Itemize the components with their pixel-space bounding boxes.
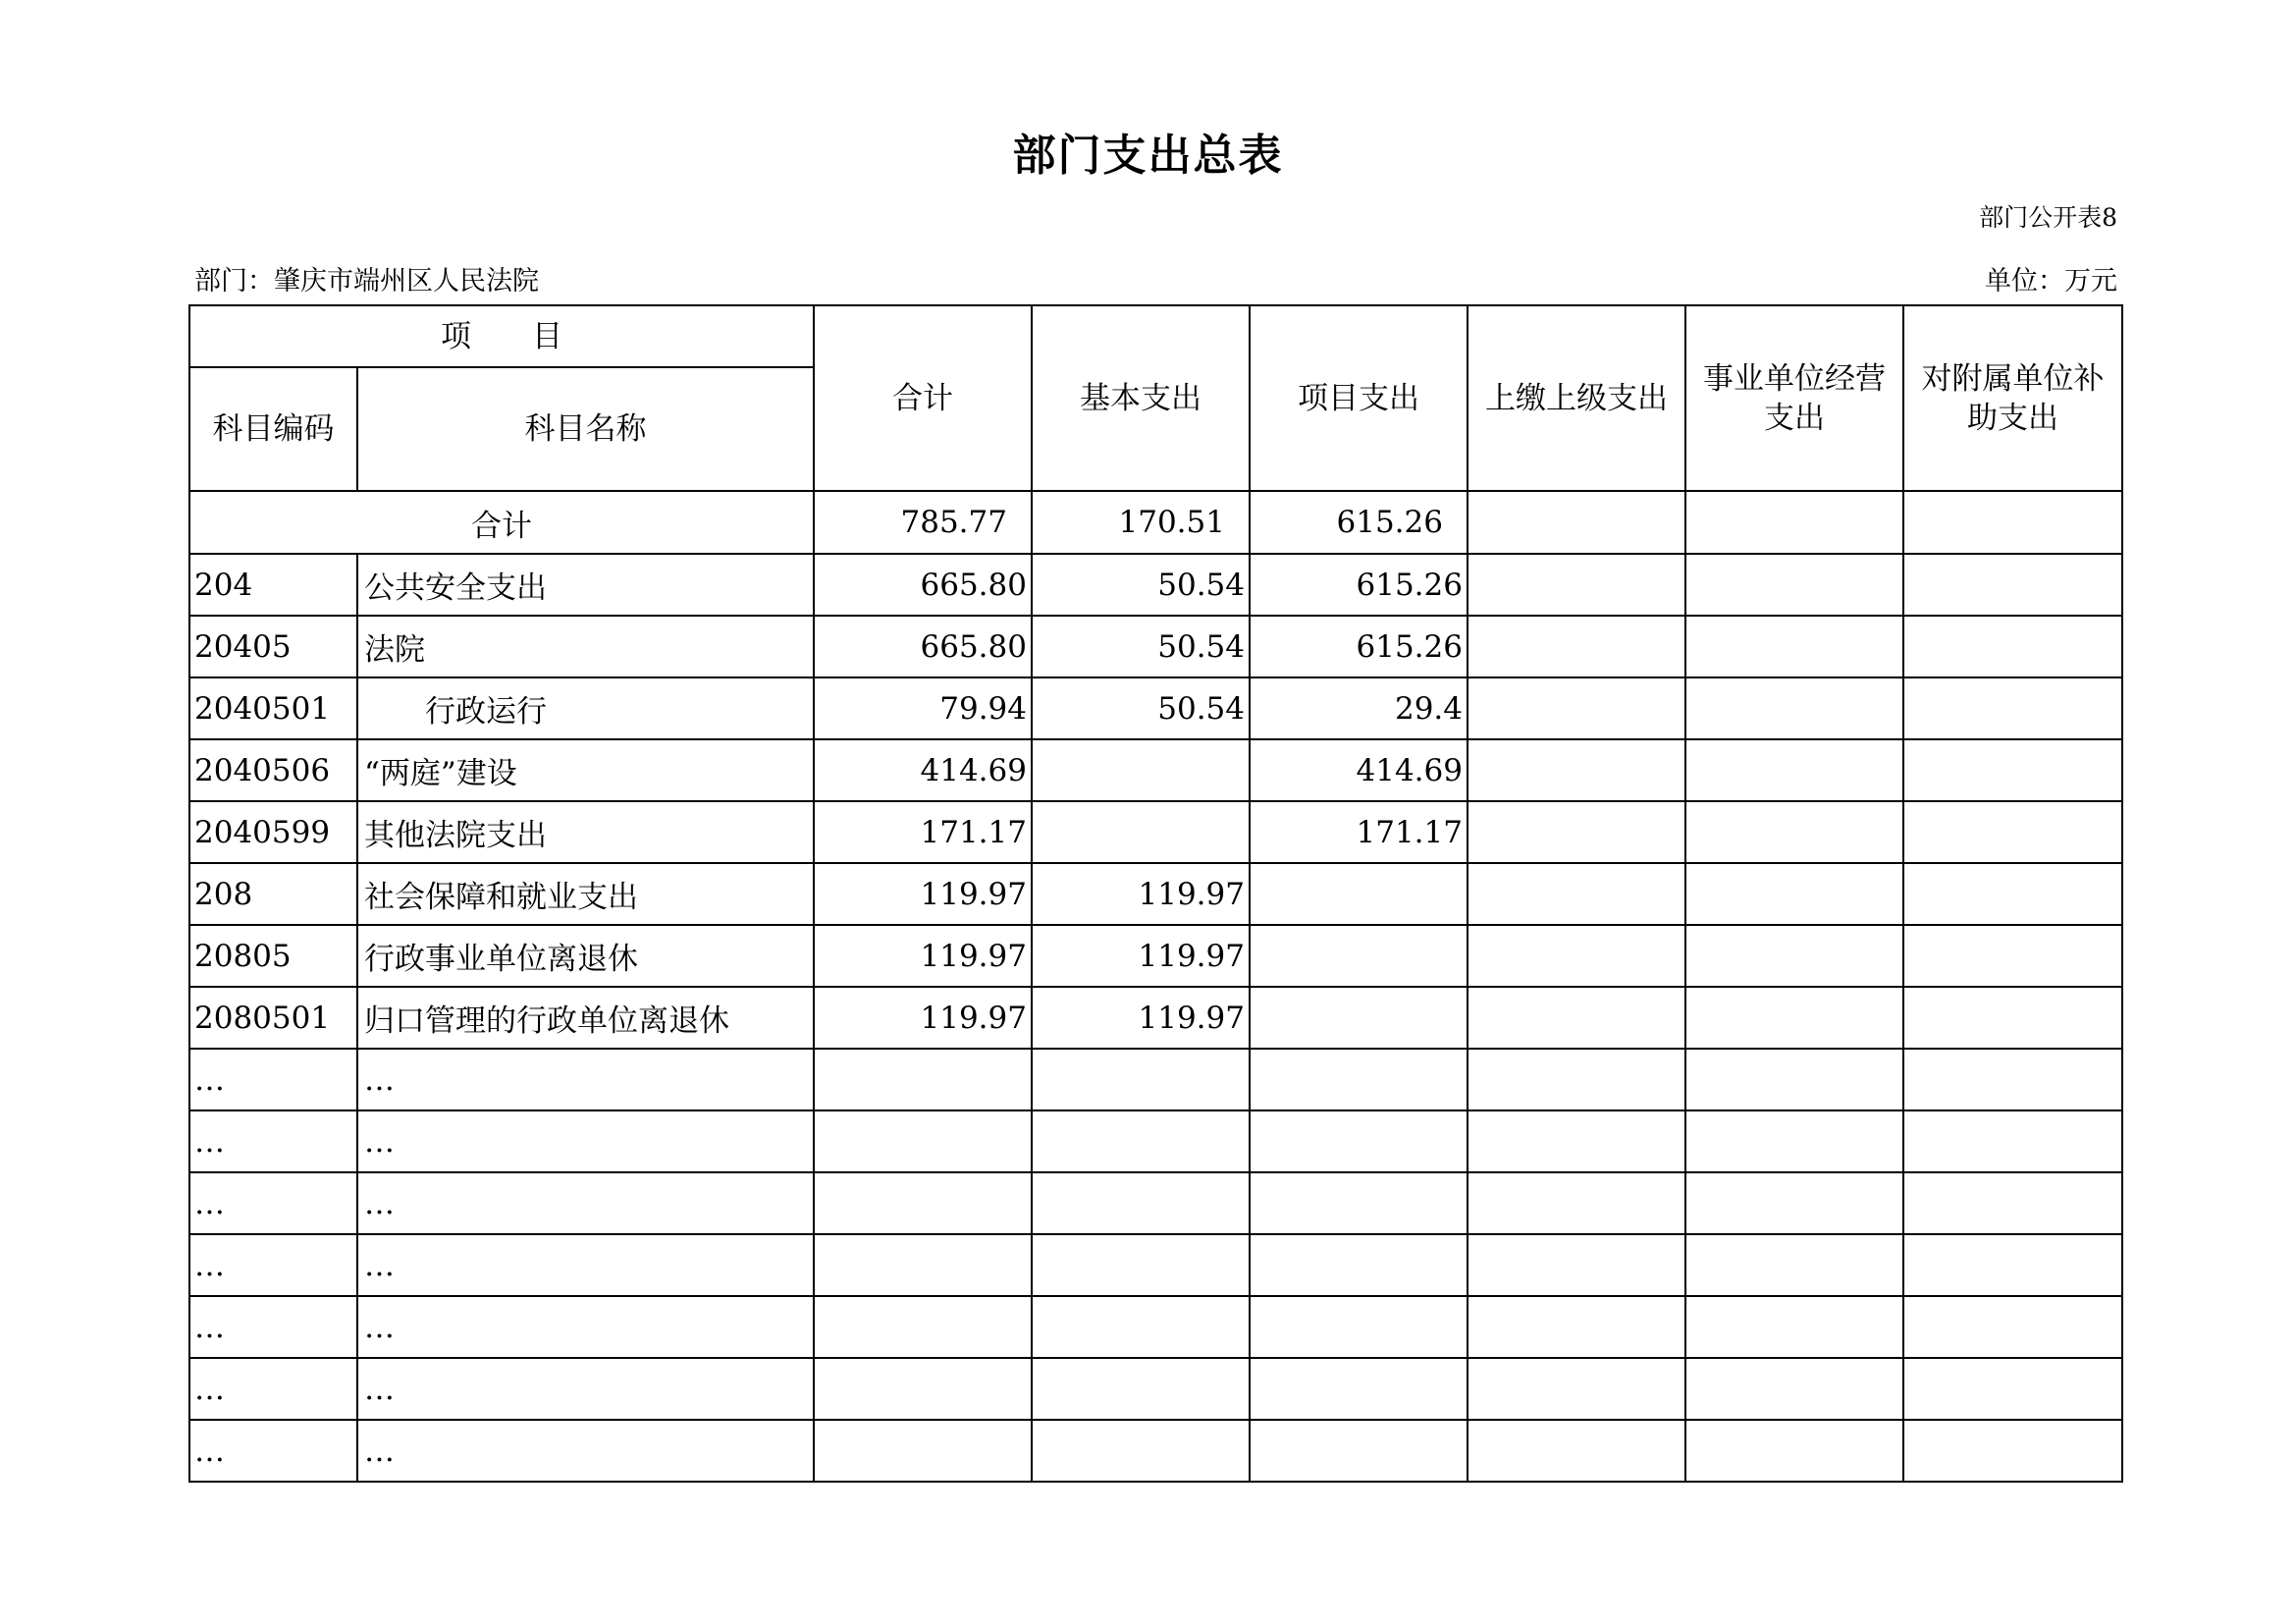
cell-name: …	[357, 1234, 814, 1296]
total-remit	[1468, 491, 1685, 554]
cell-business	[1685, 1049, 1903, 1110]
cell-basic: 119.97	[1032, 987, 1250, 1049]
cell-name: 其他法院支出	[357, 801, 814, 863]
cell-total: 119.97	[814, 863, 1032, 925]
cell-subsidy	[1903, 987, 2122, 1049]
cell-basic	[1032, 739, 1250, 801]
page-title: 部门支出总表	[1012, 131, 1284, 181]
cell-remit	[1468, 1110, 1685, 1172]
header-code: 科目编码	[189, 367, 357, 491]
total-amount: 785.77	[814, 491, 1032, 554]
cell-name: 归口管理的行政单位离退休	[357, 987, 814, 1049]
total-business	[1685, 491, 1903, 554]
cell-project	[1250, 1296, 1468, 1358]
cell-total: 414.69	[814, 739, 1032, 801]
cell-basic: 50.54	[1032, 677, 1250, 739]
cell-remit	[1468, 1420, 1685, 1482]
table-row	[189, 1358, 2122, 1420]
cell-business	[1685, 739, 1903, 801]
table-row	[189, 925, 2122, 987]
cell-subsidy	[1903, 677, 2122, 739]
cell-remit	[1468, 1296, 1685, 1358]
cell-subsidy	[1903, 1234, 2122, 1296]
cell-project	[1250, 1172, 1468, 1234]
cell-name: …	[357, 1358, 814, 1420]
table-row	[189, 801, 2122, 863]
cell-name: 行政运行	[357, 677, 814, 739]
cell-remit	[1468, 1049, 1685, 1110]
cell-project: 615.26	[1250, 554, 1468, 616]
cell-code: 2040506	[189, 739, 357, 801]
cell-remit	[1468, 1172, 1685, 1234]
header-total: 合计	[814, 305, 1032, 491]
cell-business	[1685, 1110, 1903, 1172]
department-label: 部门：肇庆市端州区人民法院	[194, 266, 539, 297]
table-row	[189, 863, 2122, 925]
cell-subsidy	[1903, 554, 2122, 616]
cell-remit	[1468, 1234, 1685, 1296]
cell-remit	[1468, 739, 1685, 801]
cell-total: 79.94	[814, 677, 1032, 739]
cell-project	[1250, 1358, 1468, 1420]
cell-total: 171.17	[814, 801, 1032, 863]
cell-business	[1685, 925, 1903, 987]
cell-business	[1685, 1420, 1903, 1482]
cell-basic	[1032, 1358, 1250, 1420]
cell-total: 665.80	[814, 554, 1032, 616]
cell-basic: 50.54	[1032, 616, 1250, 677]
cell-name: 公共安全支出	[357, 554, 814, 616]
cell-business	[1685, 677, 1903, 739]
cell-name: …	[357, 1420, 814, 1482]
cell-basic	[1032, 801, 1250, 863]
table-row	[189, 1110, 2122, 1172]
table-row	[189, 1049, 2122, 1110]
form-code: 部门公开表8	[1979, 203, 2117, 232]
header-remit: 上缴上级支出	[1468, 305, 1685, 491]
table-row	[189, 677, 2122, 739]
cell-basic: 119.97	[1032, 925, 1250, 987]
cell-code: …	[189, 1420, 357, 1482]
cell-project	[1250, 1234, 1468, 1296]
header-basic: 基本支出	[1032, 305, 1250, 491]
cell-code: 2080501	[189, 987, 357, 1049]
cell-name: …	[357, 1049, 814, 1110]
cell-project: 615.26	[1250, 616, 1468, 677]
cell-remit	[1468, 677, 1685, 739]
header-row-1	[189, 305, 2122, 367]
total-basic: 170.51	[1032, 491, 1250, 554]
cell-business	[1685, 616, 1903, 677]
cell-name: …	[357, 1110, 814, 1172]
cell-subsidy	[1903, 801, 2122, 863]
total-project: 615.26	[1250, 491, 1468, 554]
cell-code: 208	[189, 863, 357, 925]
total-label: 合计	[189, 491, 814, 554]
cell-basic	[1032, 1110, 1250, 1172]
cell-total: 665.80	[814, 616, 1032, 677]
cell-business	[1685, 987, 1903, 1049]
cell-project	[1250, 987, 1468, 1049]
total-row	[189, 491, 2122, 554]
cell-code: …	[189, 1296, 357, 1358]
header-item: 项 目	[189, 305, 814, 367]
cell-business	[1685, 1296, 1903, 1358]
cell-remit	[1468, 801, 1685, 863]
cell-name: …	[357, 1172, 814, 1234]
cell-remit	[1468, 863, 1685, 925]
table-row	[189, 987, 2122, 1049]
table-row	[189, 1296, 2122, 1358]
cell-project: 171.17	[1250, 801, 1468, 863]
cell-basic	[1032, 1420, 1250, 1482]
cell-project: 414.69	[1250, 739, 1468, 801]
cell-basic	[1032, 1234, 1250, 1296]
cell-subsidy	[1903, 1420, 2122, 1482]
cell-total	[814, 1049, 1032, 1110]
cell-remit	[1468, 554, 1685, 616]
cell-subsidy	[1903, 1110, 2122, 1172]
cell-project	[1250, 863, 1468, 925]
header-subsidy: 对附属单位补助支出	[1903, 305, 2122, 491]
cell-subsidy	[1903, 863, 2122, 925]
table-row	[189, 1420, 2122, 1482]
cell-project: 29.4	[1250, 677, 1468, 739]
cell-code: …	[189, 1234, 357, 1296]
cell-code: …	[189, 1358, 357, 1420]
cell-business	[1685, 863, 1903, 925]
cell-subsidy	[1903, 1172, 2122, 1234]
cell-total	[814, 1234, 1032, 1296]
cell-code: 20805	[189, 925, 357, 987]
expenditure-table	[188, 304, 2123, 1483]
cell-name: “两庭”建设	[357, 739, 814, 801]
header-business: 事业单位经营支出	[1685, 305, 1903, 491]
cell-remit	[1468, 925, 1685, 987]
cell-code: 2040501	[189, 677, 357, 739]
cell-business	[1685, 554, 1903, 616]
cell-total	[814, 1110, 1032, 1172]
cell-subsidy	[1903, 616, 2122, 677]
cell-business	[1685, 1234, 1903, 1296]
cell-project	[1250, 1049, 1468, 1110]
cell-basic: 119.97	[1032, 863, 1250, 925]
cell-total	[814, 1296, 1032, 1358]
cell-total	[814, 1172, 1032, 1234]
cell-remit	[1468, 987, 1685, 1049]
table-row	[189, 554, 2122, 616]
cell-subsidy	[1903, 1049, 2122, 1110]
cell-basic	[1032, 1049, 1250, 1110]
table-row	[189, 1172, 2122, 1234]
cell-project	[1250, 925, 1468, 987]
cell-subsidy	[1903, 1296, 2122, 1358]
cell-code: …	[189, 1049, 357, 1110]
table-row	[189, 616, 2122, 677]
cell-basic	[1032, 1172, 1250, 1234]
cell-name: 法院	[357, 616, 814, 677]
cell-business	[1685, 1358, 1903, 1420]
cell-total: 119.97	[814, 925, 1032, 987]
cell-code: …	[189, 1110, 357, 1172]
table-row	[189, 739, 2122, 801]
cell-code: …	[189, 1172, 357, 1234]
cell-business	[1685, 1172, 1903, 1234]
cell-name: 行政事业单位离退休	[357, 925, 814, 987]
cell-basic	[1032, 1296, 1250, 1358]
header-project: 项目支出	[1250, 305, 1468, 491]
cell-business	[1685, 801, 1903, 863]
cell-remit	[1468, 616, 1685, 677]
cell-name: 社会保障和就业支出	[357, 863, 814, 925]
cell-code: 204	[189, 554, 357, 616]
cell-project	[1250, 1110, 1468, 1172]
header-name: 科目名称	[357, 367, 814, 491]
cell-basic: 50.54	[1032, 554, 1250, 616]
cell-subsidy	[1903, 1358, 2122, 1420]
cell-code: 20405	[189, 616, 357, 677]
cell-remit	[1468, 1358, 1685, 1420]
cell-total: 119.97	[814, 987, 1032, 1049]
cell-total	[814, 1420, 1032, 1482]
cell-subsidy	[1903, 739, 2122, 801]
cell-total	[814, 1358, 1032, 1420]
total-subsidy	[1903, 491, 2122, 554]
cell-name: …	[357, 1296, 814, 1358]
cell-code: 2040599	[189, 801, 357, 863]
cell-subsidy	[1903, 925, 2122, 987]
unit-label: 单位：万元	[1985, 266, 2117, 297]
cell-project	[1250, 1420, 1468, 1482]
table-row	[189, 1234, 2122, 1296]
